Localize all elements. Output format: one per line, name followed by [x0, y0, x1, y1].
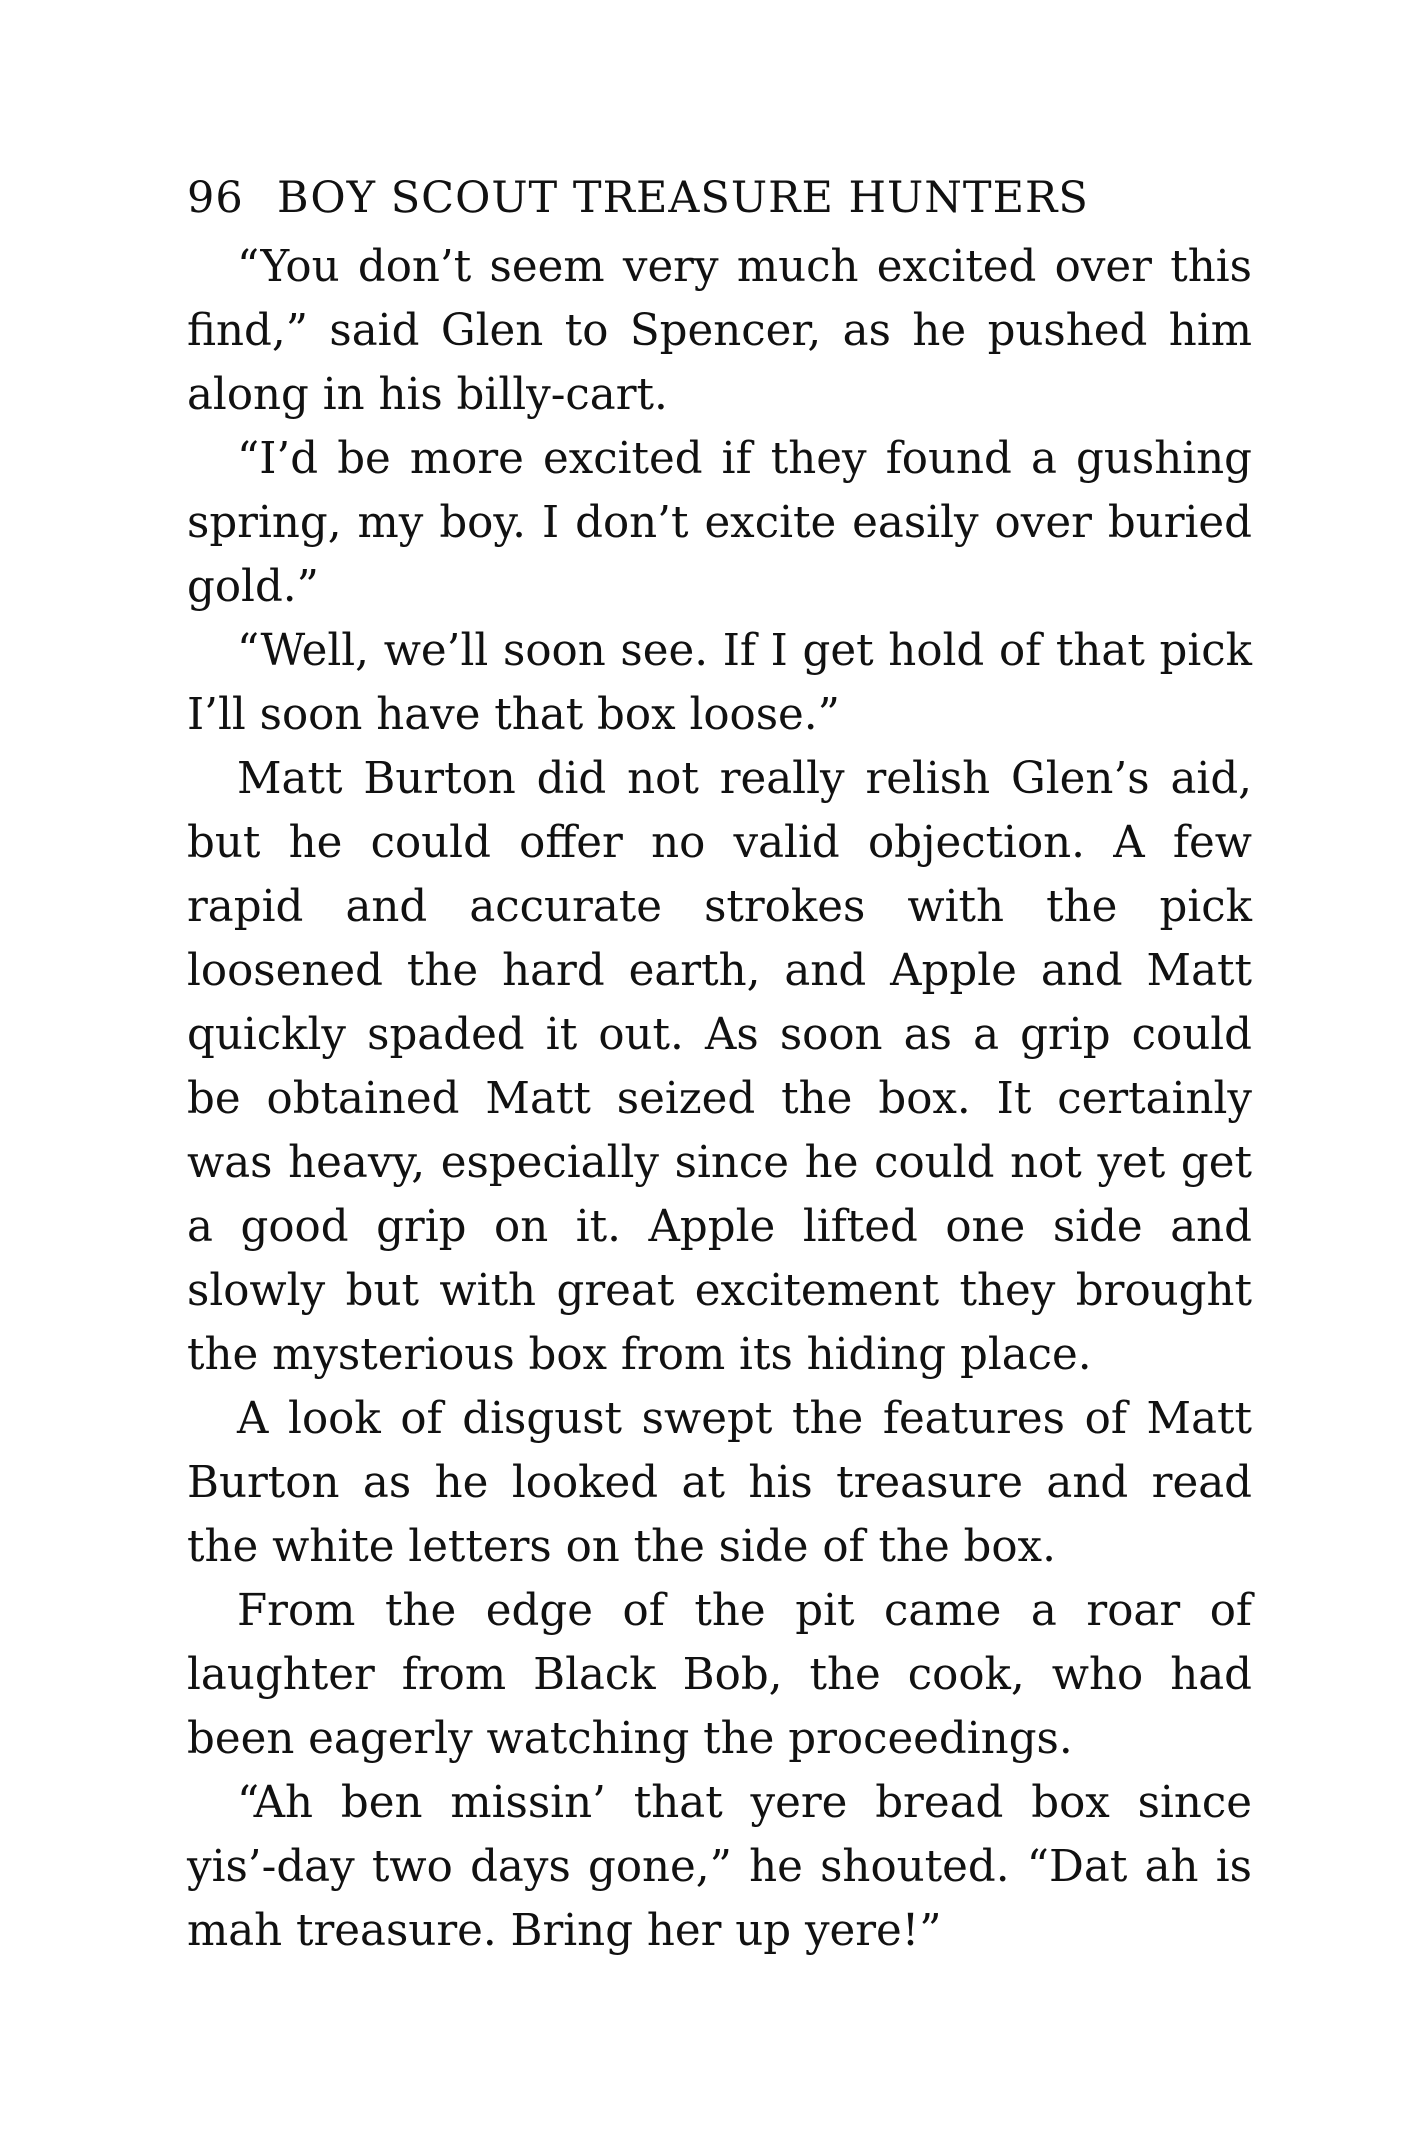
- paragraph: From the edge of the pit came a roar of laughter from Black Bob, the cook, who had been eagerly watching the proceedings.: [187, 1586, 1252, 1764]
- page-number: 96: [187, 173, 244, 223]
- paragraph: Matt Burton did not really relish Glen’s aid, but he could offer no valid objection. A few rapid and accurate strokes with the pick loosened the hard earth, and Apple and Matt quickly spaded it out. As soon as a grip could be obtained Matt seized the box. It certainly was heavy, especially since he could not yet get a good grip on it. Apple lifted one side and slowly but with great excitement they brought the mysterious box from its hiding place.: [187, 754, 1252, 1380]
- paragraph: “You don’t seem very much excited over this find,” said Glen to Spencer, as he pushed him along in his billy-cart.: [187, 242, 1252, 420]
- paragraph: A look of disgust swept the features of Matt Burton as he looked at his treasure and read the white letters on the side of the box.: [187, 1394, 1252, 1572]
- running-title: BOY SCOUT TREASURE HUNTERS: [277, 173, 1089, 223]
- book-page: [187, 168, 1252, 1963]
- paragraph: “I’d be more excited if they found a gushing spring, my boy. I don’t excite easily over buried gold.”: [187, 434, 1252, 612]
- running-head: [187, 168, 1252, 228]
- paragraph: “Ah ben missin’ that yere bread box since yis’-day two days gone,” he shouted. “Dat ah is mah treasure. Bring her up yere!”: [187, 1778, 1252, 1956]
- paragraph: “Well, we’ll soon see. If I get hold of that pick I’ll soon have that box loose.”: [187, 626, 1252, 740]
- body-text: [187, 235, 1252, 1963]
